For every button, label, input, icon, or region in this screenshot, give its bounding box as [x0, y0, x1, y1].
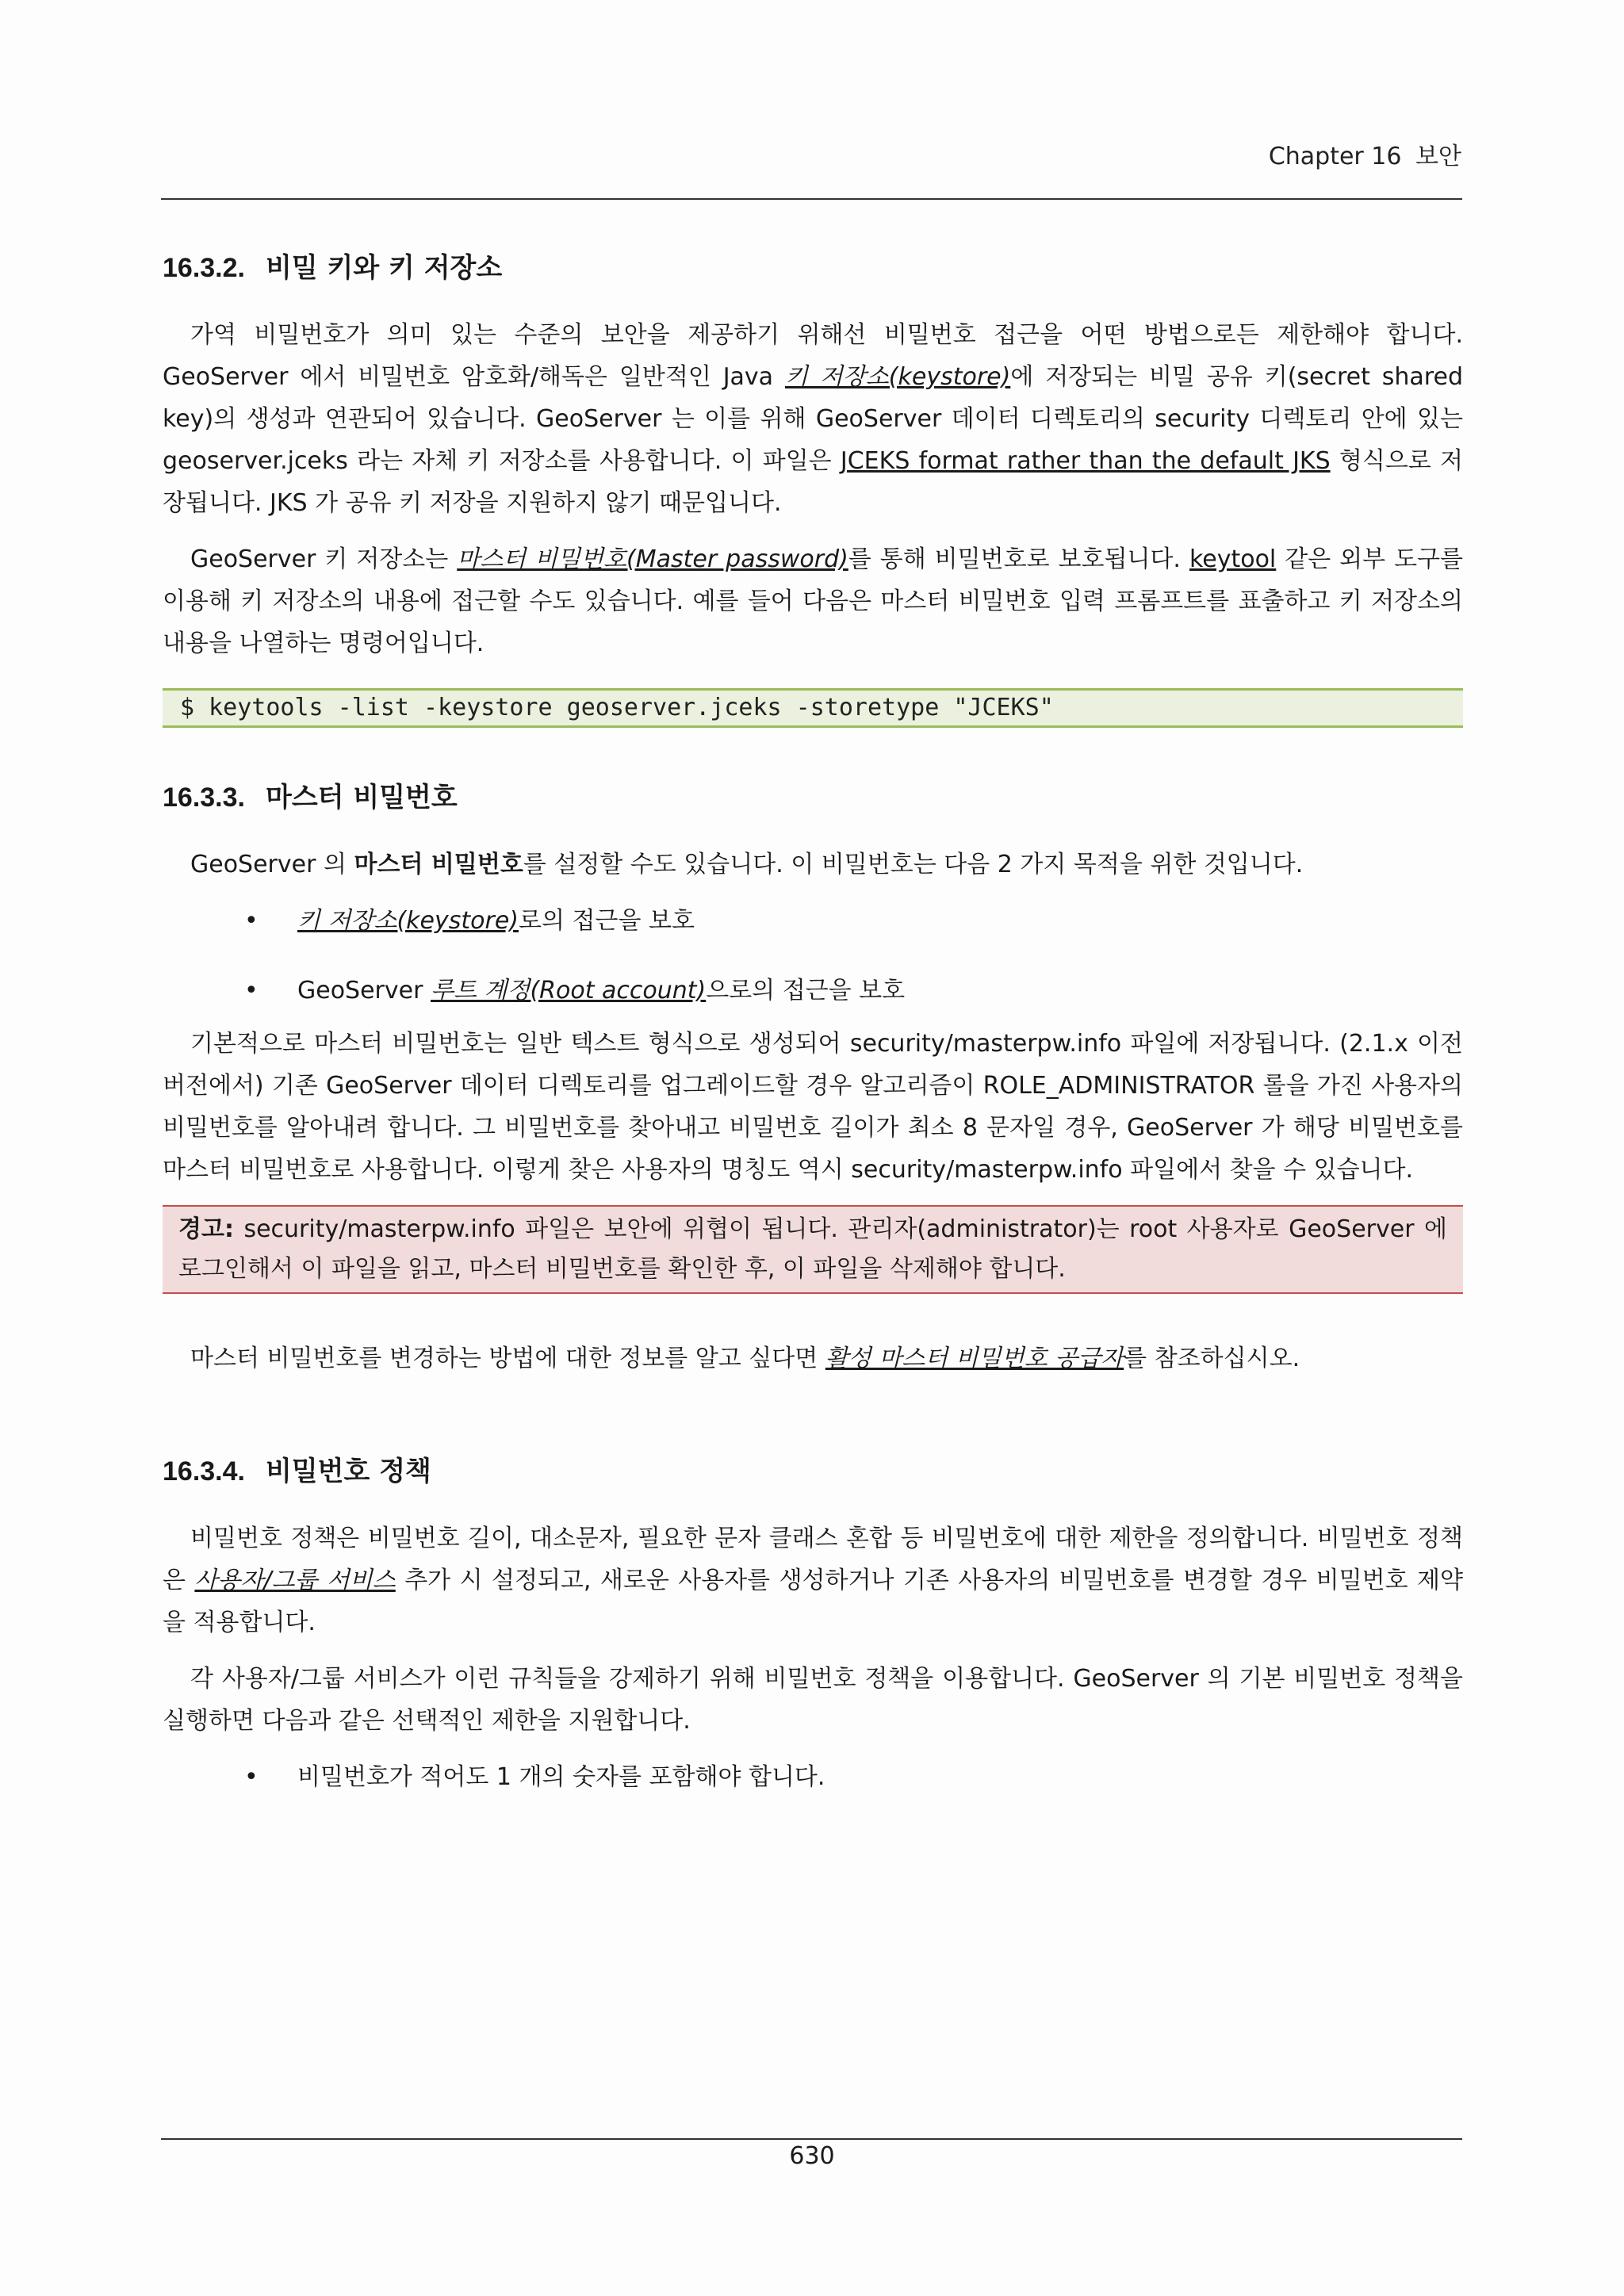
paragraph [163, 314, 1463, 524]
text: 가역 비밀번호가 의미 있는 수준의 보안을 제공하기 위해선 비밀번호 접근을 어떤 방법으로든 제한해야 합니다. GeoServer 에서 비밀번호 암호화/해독은 일반적인 Java [163, 321, 1463, 391]
chapter-label: Chapter 16 [1268, 143, 1402, 170]
user-group-service-link[interactable]: 사용자/그룹 서비스 [194, 1567, 396, 1594]
keytool-link[interactable]: keytool [1189, 545, 1277, 573]
running-header [1269, 136, 1461, 171]
warning-text: security/masterpw.info 파일은 보안에 위협이 됩니다. 관리자(administrator)는 root 사용자로 GeoServer 에 로그인해서 이 파일을 읽고, 마스터 비밀번호를 확인한 후, 이 파일을 삭제해야 합니다. [178, 1215, 1447, 1283]
list-item [163, 1756, 1463, 1798]
text: 같은 외부 도구를 이용해 키 저장소의 내용에 접근할 수도 있습니다. 예를 들어 다음은 마스터 비밀번호 입력 프롬프트를 표출하고 키 저장소의 내용을 나열하는 명령어입니다. [163, 545, 1464, 657]
chapter-title: 보안 [1415, 143, 1461, 170]
text: 으로의 접근을 보호 [706, 977, 906, 1004]
paragraph [163, 1517, 1463, 1644]
section-title: 비밀번호 정책 [265, 1456, 431, 1487]
section-title: 비밀 키와 키 저장소 [265, 252, 503, 284]
text: 에 저장되는 비밀 공유 키(secret shared key)의 생성과 연관되어 있습니다. GeoServer 는 이를 위해 GeoServer 데이터 디렉토리의 security 디렉토리 안에 있는 geoserver.jceks 라는 자체 키 저장소를 사용합니다. 이 파일은 [163, 363, 1463, 475]
section-number: 16.3.3. [163, 783, 245, 813]
footer-rule [161, 2138, 1462, 2140]
list-item [163, 900, 1463, 942]
section-password-policy [163, 1449, 1463, 1798]
section-secret-keys [163, 246, 1463, 728]
text: 를 설정할 수도 있습니다. 이 비밀번호는 다음 2 가지 목적을 위한 것입니다. [523, 851, 1304, 878]
warning-box [163, 1205, 1463, 1294]
master-password-link[interactable]: 마스터 비밀번호(Master password) [457, 545, 848, 573]
paragraph [163, 844, 1463, 886]
section-heading [163, 1449, 1463, 1494]
paragraph [163, 538, 1463, 664]
section-number: 16.3.2. [163, 253, 245, 283]
root-account-link[interactable]: 루트 계정(Root account) [430, 977, 707, 1004]
keystore-link[interactable]: 키 저장소(keystore) [297, 907, 519, 935]
section-title: 마스터 비밀번호 [265, 782, 458, 813]
section-master-password [163, 775, 1463, 1380]
header-rule [161, 198, 1462, 200]
text: GeoServer 의 [190, 851, 354, 878]
page-number: 630 [789, 2142, 835, 2170]
warning-label: 경고: [178, 1215, 234, 1243]
text: 비밀번호 정책은 비밀번호 길이, 대소문자, 필요한 문자 클래스 혼합 등 비밀번호에 대한 제한을 정의합니다. 비밀번호 정책은 [163, 1525, 1463, 1594]
spacer [163, 1394, 1463, 1449]
section-heading [163, 775, 1463, 820]
list-item [163, 970, 1463, 1012]
text: 마스터 비밀번호를 변경하는 방법에 대한 정보를 알고 싶다면 [190, 1345, 825, 1372]
bullet-icon: • [244, 1763, 259, 1791]
keystore-link[interactable]: 키 저장소(keystore) [784, 363, 1011, 391]
code-block: $ keytools -list -keystore geoserver.jceks -storetype "JCEKS" [163, 688, 1463, 728]
text: 추가 시 설정되고, 새로운 사용자를 생성하거나 기존 사용자의 비밀번호를 변경할 경우 비밀번호 제약을 적용합니다. [163, 1567, 1463, 1636]
bullet-icon: • [244, 907, 259, 935]
bullet-list [163, 1756, 1463, 1798]
paragraph: 각 사용자/그룹 서비스가 이런 규칙들을 강제하기 위해 비밀번호 정책을 이용합니다. GeoServer 의 기본 비밀번호 정책을 실행하면 다음과 같은 선택적인 제한을 지원합니다. [163, 1665, 1463, 1735]
bold-term: 마스터 비밀번호 [354, 851, 523, 878]
paragraph: 기본적으로 마스터 비밀번호는 일반 텍스트 형식으로 생성되어 security/masterpw.info 파일에 저장됩니다. (2.1.x 이전 버전에서) 기존 GeoServer 데이터 디렉토리를 업그레이드할 경우 알고리즘이 ROLE_ADMINISTRATOR 롤을 가진 사용자의 비밀번호를 알아내려 합니다. 그 비밀번호를 찾아내고 비밀번호 길이가 최소 8 문자일 경우, GeoServer 가 해당 비밀번호를 마스터 비밀번호로 사용합니다. 이렇게 찾은 사용자의 명칭도 역시 security/masterpw.info 파일에서 찾을 수 있습니다. [163, 1030, 1463, 1184]
bullet-icon: • [244, 977, 259, 1004]
text: 로의 접근을 보호 [519, 907, 695, 935]
text: 형식으로 저장됩니다. JKS 가 공유 키 저장을 지원하지 않기 때문입니다. [163, 447, 1463, 517]
bullet-list [163, 900, 1463, 1012]
section-number: 16.3.4. [163, 1456, 245, 1487]
paragraph [163, 1337, 1463, 1380]
text: 비밀번호가 적어도 1 개의 숫자를 포함해야 합니다. [297, 1763, 825, 1791]
section-heading [163, 246, 1463, 290]
page-body [163, 246, 1463, 1826]
jceks-format-link[interactable]: JCEKS format rather than the default JKS [840, 447, 1331, 475]
text: GeoServer [297, 977, 431, 1004]
text: 를 참조하십시오. [1124, 1345, 1300, 1372]
text: GeoServer 키 저장소는 [190, 545, 458, 573]
text: 를 통해 비밀번호로 보호됩니다. [848, 545, 1189, 573]
active-master-password-provider-link[interactable]: 활성 마스터 비밀번호 공급자 [825, 1345, 1124, 1372]
